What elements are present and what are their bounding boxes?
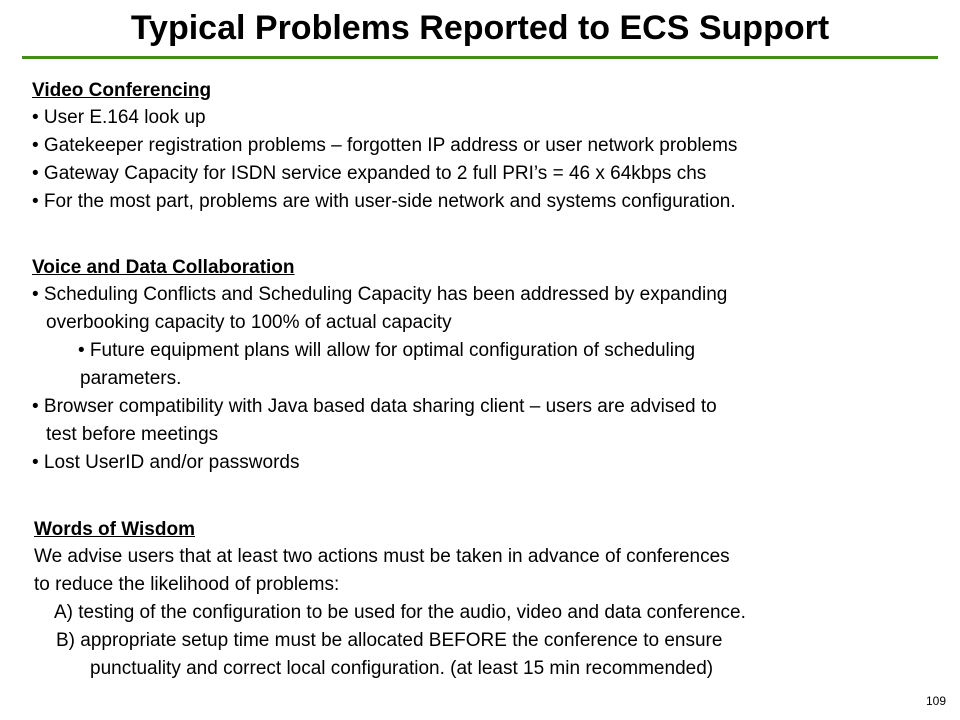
video-heading: Video Conferencing (32, 80, 212, 101)
voice-sub-1: • Future equipment plans will allow for optimal configuration of scheduling (78, 340, 696, 361)
wisdom-item-b-cont: punctuality and correct local configuration. (at least 15 min recommended) (90, 658, 714, 679)
wisdom-paragraph-1: We advise users that at least two actions must be taken in advance of conferences (34, 546, 730, 567)
wisdom-section (34, 517, 746, 683)
voice-sub-1-cont: parameters. (80, 368, 182, 389)
slide-title: Typical Problems Reported to ECS Support (130, 9, 830, 47)
voice-line-3: • Lost UserID and/or passwords (32, 452, 300, 473)
voice-line-2: • Browser compatibility with Java based data sharing client – users are advised to (32, 396, 717, 417)
voice-line-2-cont: test before meetings (46, 424, 219, 445)
voice-section (32, 255, 727, 477)
video-line-4: • For the most part, problems are with user-side network and systems configuration. (32, 191, 736, 212)
wisdom-item-a: A) testing of the configuration to be used for the audio, video and data conference. (54, 602, 746, 623)
wisdom-heading: Words of Wisdom (34, 519, 195, 540)
video-line-3: • Gateway Capacity for ISDN service expanded to 2 full PRI’s = 46 x 64kbps chs (32, 163, 707, 184)
video-line-2: • Gatekeeper registration problems – forgotten IP address or user network problems (32, 135, 738, 156)
video-section (32, 78, 737, 216)
title-divider (22, 56, 938, 59)
video-line-1: • User E.164 look up (32, 107, 206, 128)
page-number: 109 (925, 694, 946, 708)
voice-heading: Voice and Data Collaboration (32, 257, 295, 278)
wisdom-item-b: B) appropriate setup time must be allocated BEFORE the conference to ensure (56, 630, 723, 651)
voice-line-1: • Scheduling Conflicts and Scheduling Capacity has been addressed by expanding (32, 284, 728, 305)
wisdom-paragraph-2: to reduce the likelihood of problems: (34, 574, 340, 595)
voice-line-1-cont: overbooking capacity to 100% of actual capacity (46, 312, 452, 333)
